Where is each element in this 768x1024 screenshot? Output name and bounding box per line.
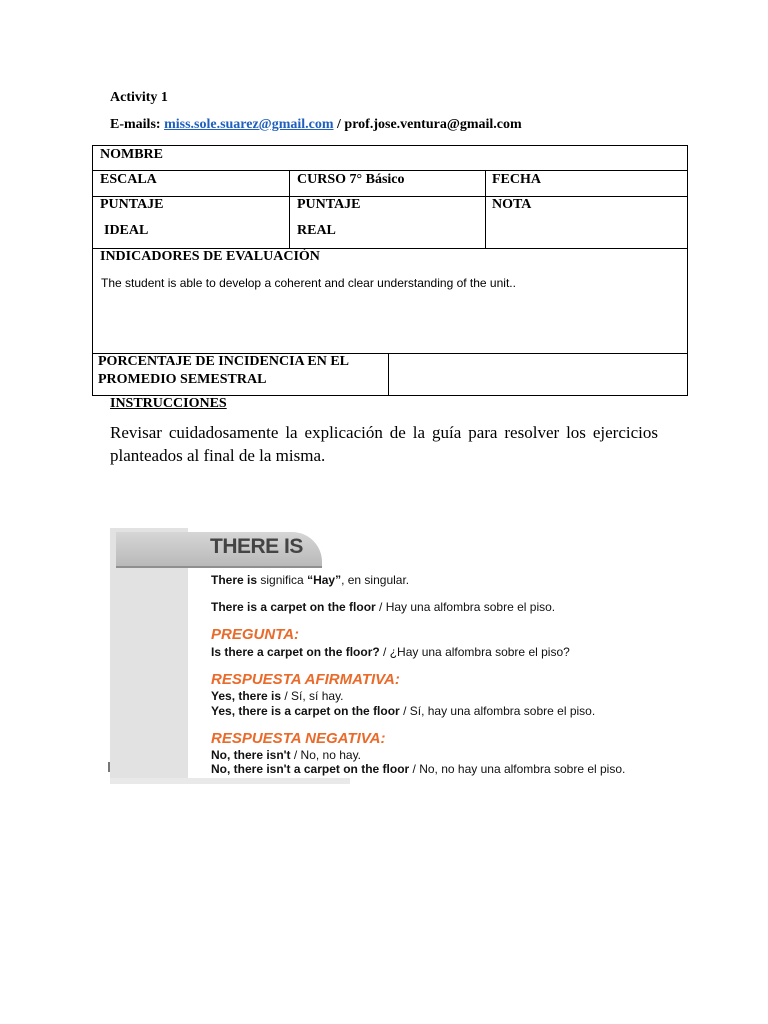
label-puntaje-real-1: PUNTAJE [297,197,361,212]
email-link-1[interactable]: miss.sole.suarez@gmail.com [164,117,334,132]
panel-bottom-fade [110,778,350,784]
instructions-title: INSTRUCCIONES [110,396,227,411]
emails-line [110,117,522,133]
negativa-line-2: No, there isn't a carpet on the floor / No, no hay una alfombra sobre el piso. [211,762,626,776]
row-indicadores [92,248,688,354]
indicadores-text: The student is able to develop a coherent and clear understanding of the unit.. [101,276,516,290]
label-fecha: FECHA [492,172,541,187]
negativa-heading: RESPUESTA NEGATIVA: [211,730,386,747]
cell-puntaje-real [289,197,485,248]
instructions-body: Revisar cuidadosamente la explicación de la guía para resolver los ejercicios planteados al final de la misma. [110,423,658,465]
afirmativa-heading: RESPUESTA AFIRMATIVA: [211,671,400,688]
label-curso: CURSO 7° Básico [297,172,405,187]
email-separator: / [337,117,341,132]
row-porcentaje [92,353,688,396]
label-puntaje-ideal-1: PUNTAJE [100,197,164,212]
pregunta-heading: PREGUNTA: [211,626,300,643]
emails-label: E-mails: [110,117,161,132]
example-line: There is a carpet on the floor / Hay una alfombra sobre el piso. [211,600,556,614]
panel-title: THERE IS [210,535,303,558]
label-nombre: NOMBRE [100,147,163,162]
cell-porcentaje-value [388,354,687,395]
afirmativa-line-1: Yes, there is / Sí, sí hay. [211,689,344,703]
row-nombre [92,145,688,171]
afirmativa-line-2: Yes, there is a carpet on the floor / Sí, hay una alfombra sobre el piso. [211,704,596,718]
activity-title: Activity 1 [110,90,168,105]
panel-edge-mark [108,762,110,772]
cell-puntaje-ideal [93,197,289,248]
label-porcentaje-2: PROMEDIO SEMESTRAL [98,372,267,387]
row-escala [92,170,688,197]
pregunta-line: Is there a carpet on the floor? / ¿Hay una alfombra sobre el piso? [211,645,570,659]
label-porcentaje-1: PORCENTAJE DE INCIDENCIA EN EL [98,354,350,369]
cell-porcentaje-label [93,354,388,395]
meaning-line: There is significa “Hay”, en singular. [211,573,410,587]
label-puntaje-ideal-2: IDEAL [104,223,149,238]
label-escala: ESCALA [100,172,157,187]
label-nota: NOTA [492,197,532,212]
label-indicadores: INDICADORES DE EVALUACIÓN [100,249,320,264]
cell-fecha [485,171,687,196]
cell-escala [93,171,289,196]
negativa-line-1: No, there isn't / No, no hay. [211,748,362,762]
cell-curso [289,171,485,196]
there-is-grammar-panel [110,528,650,784]
email-2: prof.jose.ventura@gmail.com [344,117,522,132]
cell-nota [485,197,687,248]
panel-banner-underline [116,566,322,568]
row-puntaje [92,196,688,249]
label-puntaje-real-2: REAL [297,223,336,238]
